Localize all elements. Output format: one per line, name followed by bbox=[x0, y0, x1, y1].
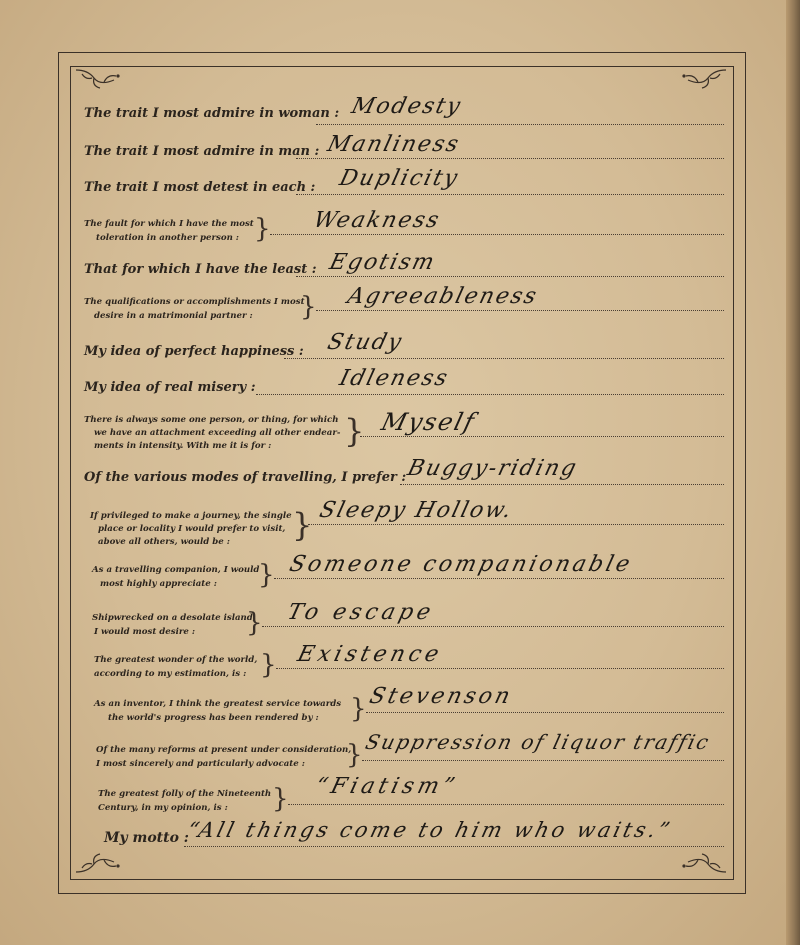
brace: } bbox=[258, 560, 275, 590]
answer-line bbox=[362, 760, 724, 761]
question-text: The trait I most detest in each : bbox=[84, 180, 316, 195]
question-text-line: Shipwrecked on a desolate island, bbox=[92, 613, 256, 623]
question-text-line: desire in a matrimonial partner : bbox=[94, 311, 253, 321]
brace: } bbox=[350, 694, 367, 724]
handwritten-answer: Someone companionable bbox=[286, 552, 636, 577]
handwritten-answer: Study bbox=[324, 330, 406, 355]
corner-ornament-icon bbox=[74, 846, 130, 876]
question-text-line: I most sincerely and particularly advocate : bbox=[96, 759, 305, 769]
handwritten-answer: Egotism bbox=[326, 250, 439, 275]
question-text-line: I would most desire : bbox=[94, 627, 196, 637]
answer-line bbox=[274, 578, 724, 579]
question-text-line: Of the many reforms at present under consideration, bbox=[96, 745, 352, 755]
question-text-line: As a travelling companion, I would bbox=[92, 565, 260, 575]
question-text-line: The greatest wonder of the world, bbox=[94, 655, 258, 665]
question-text: My idea of real misery : bbox=[84, 380, 256, 395]
corner-ornament-icon bbox=[672, 66, 728, 96]
handwritten-answer: Idleness bbox=[336, 366, 452, 391]
question-text-line: we have an attachment exceeding all other endear- bbox=[94, 428, 341, 438]
answer-line bbox=[256, 394, 724, 395]
brace: } bbox=[292, 506, 313, 544]
answer-line bbox=[270, 234, 724, 235]
answer-line bbox=[184, 846, 724, 847]
brace: } bbox=[254, 214, 271, 244]
question-text-line: above all others, would be : bbox=[98, 537, 230, 547]
handwritten-answer: Modesty bbox=[348, 94, 465, 119]
handwritten-answer: Myself bbox=[378, 408, 479, 436]
question-text: My idea of perfect happiness : bbox=[84, 344, 304, 359]
question-text-line: ments in intensity. With me it is for : bbox=[94, 441, 272, 451]
question-text-line: Century, in my opinion, is : bbox=[98, 803, 228, 813]
brace: } bbox=[344, 412, 365, 450]
answer-line bbox=[316, 310, 724, 311]
handwritten-answer: Stevenson bbox=[366, 684, 516, 709]
answer-line bbox=[276, 668, 724, 669]
book-spine bbox=[786, 0, 800, 945]
corner-ornament-icon bbox=[74, 66, 130, 96]
question-text-line: The qualifications or accomplishments I most bbox=[84, 297, 305, 307]
answer-line bbox=[296, 276, 724, 277]
answer-line bbox=[262, 626, 724, 627]
motto-answer: “All things come to him who waits.” bbox=[185, 818, 676, 842]
handwritten-answer: Suppression of liquor traffic bbox=[363, 730, 713, 754]
answer-line bbox=[288, 804, 724, 805]
answer-line bbox=[296, 194, 724, 195]
brace: } bbox=[346, 740, 363, 770]
handwritten-answer: Manliness bbox=[324, 132, 463, 157]
answer-line bbox=[296, 158, 724, 159]
handwritten-answer: Sleepy Hollow. bbox=[316, 498, 516, 523]
question-text: The trait I most admire in woman : bbox=[84, 106, 340, 121]
question-text-line: As an inventor, I think the greatest service towards bbox=[94, 699, 342, 709]
brace: } bbox=[260, 650, 277, 680]
brace: } bbox=[272, 784, 289, 814]
question-text-line: place or locality I would prefer to visit, bbox=[98, 524, 286, 534]
question-text-line: There is always some one person, or thing, for which bbox=[84, 415, 339, 425]
question-text-line: most highly appreciate : bbox=[100, 579, 217, 589]
brace: } bbox=[246, 608, 263, 638]
corner-ornament-icon bbox=[672, 846, 728, 876]
question-text-line: the world's progress has been rendered by : bbox=[108, 713, 319, 723]
question-text-line: toleration in another person : bbox=[96, 233, 239, 243]
question-text-line: If privileged to make a journey, the single bbox=[90, 511, 292, 521]
brace: } bbox=[300, 292, 317, 322]
answer-line bbox=[400, 484, 724, 485]
motto-label: My motto : bbox=[104, 830, 189, 846]
handwritten-answer: Agreeableness bbox=[344, 284, 541, 309]
handwritten-answer: Weakness bbox=[310, 208, 444, 233]
handwritten-answer: Existence bbox=[294, 642, 446, 667]
answer-line bbox=[360, 436, 724, 437]
question-text-line: according to my estimation, is : bbox=[94, 669, 247, 679]
question-text-line: The greatest folly of the Nineteenth bbox=[98, 789, 272, 799]
question-text: Of the various modes of travelling, I prefer : bbox=[84, 470, 407, 485]
question-text: That for which I have the least : bbox=[84, 262, 317, 277]
question-text: The trait I most admire in man : bbox=[84, 144, 320, 159]
handwritten-answer: To escape bbox=[284, 600, 438, 625]
answer-line bbox=[366, 712, 724, 713]
answer-line bbox=[284, 358, 724, 359]
question-text-line: The fault for which I have the most bbox=[84, 219, 254, 229]
handwritten-answer: “Fiatism” bbox=[312, 774, 462, 799]
handwritten-answer: Buggy-riding bbox=[404, 456, 581, 481]
answer-line bbox=[316, 124, 724, 125]
handwritten-answer: Duplicity bbox=[336, 166, 462, 191]
answer-line bbox=[308, 524, 724, 525]
